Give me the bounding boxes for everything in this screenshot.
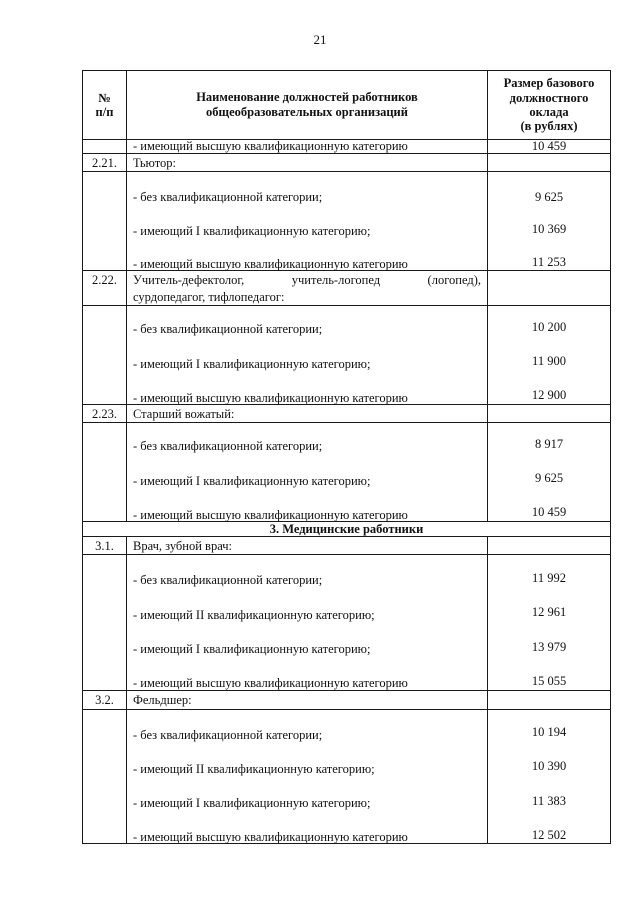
row-number: 2.22.	[83, 271, 127, 306]
line-label: - имеющий I квалификационную категорию;	[133, 224, 371, 239]
row-number: 3.1.	[83, 537, 127, 555]
line-salary: 11 253	[532, 255, 566, 270]
line-salary: 13 979	[531, 640, 567, 655]
section-title: 3. Медицинские работники	[83, 522, 611, 537]
header-number-line: №	[98, 90, 111, 105]
header-salary-line: (в рублях)	[520, 119, 578, 134]
row-title: Тьютор:	[127, 154, 488, 172]
row-title: Фельдшер:	[127, 691, 488, 709]
line-salary: 9 625	[534, 190, 564, 205]
header-name-line: общеобразовательных организаций	[206, 105, 408, 119]
row-number: 3.2.	[83, 691, 127, 709]
table-row	[83, 154, 611, 172]
line-salary: 10 200	[531, 319, 567, 334]
row-number: 2.23.	[83, 404, 127, 422]
title-word: учитель-логопед	[291, 273, 381, 288]
line-label: - имеющий высшую квалификационную категорию	[133, 390, 408, 405]
row-title: Старший вожатый:	[127, 404, 488, 422]
table-row	[83, 555, 611, 691]
line-label: - имеющий высшую квалификационную категорию	[133, 829, 408, 844]
line-label: - имеющий II квалификационную категорию;	[133, 608, 375, 623]
table-row	[83, 709, 611, 843]
row-salary-empty	[488, 691, 611, 709]
line-salary: 8 917	[534, 437, 564, 451]
line-salary: 12 961	[531, 605, 567, 620]
row-label: - имеющий высшую квалификационную категорию	[127, 140, 488, 154]
table-row	[83, 140, 611, 154]
header-name-line: Наименование должностей работников	[196, 90, 418, 104]
section-row	[83, 522, 611, 537]
line-label: - имеющий высшую квалификационную категорию	[133, 257, 408, 272]
header-position-name	[127, 71, 488, 140]
row-number	[83, 172, 127, 271]
table-row	[83, 537, 611, 555]
line-salary: 11 900	[532, 353, 566, 368]
line-label: - без квалификационной категории;	[133, 439, 323, 453]
line-label: - без квалификационной категории;	[133, 573, 323, 588]
row-title-line: сурдопедагог, тифлопедагог:	[133, 289, 285, 304]
row-number	[83, 709, 127, 843]
line-salary: 9 625	[534, 471, 564, 485]
row-values	[488, 555, 611, 691]
header-number	[83, 71, 127, 140]
table-row	[83, 305, 611, 404]
table-row	[83, 423, 611, 522]
table-row	[83, 172, 611, 271]
line-label: - без квалификационной категории;	[133, 190, 323, 205]
row-salary-empty	[488, 154, 611, 172]
table-row	[83, 271, 611, 306]
line-salary: 10 390	[531, 758, 567, 773]
row-values	[488, 709, 611, 843]
line-salary: 12 900	[531, 387, 567, 402]
table-row	[83, 691, 611, 709]
row-title-line	[133, 272, 481, 288]
header-salary-line: Размер базового	[503, 76, 595, 91]
line-salary: 10 369	[531, 222, 567, 237]
row-number	[83, 140, 127, 154]
title-word: Учитель-дефектолог,	[133, 273, 245, 288]
salary-table	[82, 70, 611, 844]
row-values	[488, 172, 611, 271]
row-number: 2.21.	[83, 154, 127, 172]
row-salary-empty	[488, 271, 611, 306]
line-salary: 12 502	[531, 827, 567, 842]
row-salary-empty	[488, 537, 611, 555]
line-label: - имеющий I квалификационную категорию;	[133, 795, 371, 810]
row-values	[488, 305, 611, 404]
row-number	[83, 423, 127, 522]
row-lines	[127, 555, 488, 691]
line-salary: 10 194	[531, 724, 567, 739]
row-values	[488, 423, 611, 522]
row-lines	[127, 423, 488, 522]
row-lines	[127, 709, 488, 843]
row-title	[127, 271, 488, 306]
title-word: (логопед),	[427, 273, 481, 288]
page-number: 21	[313, 32, 327, 47]
header-number-line: п/п	[95, 105, 114, 119]
line-label: - без квалификационной категории;	[133, 321, 323, 336]
header-base-salary	[488, 71, 611, 140]
line-label: - без квалификационной категории;	[133, 727, 323, 742]
row-number	[83, 305, 127, 404]
row-salary: 10 459	[488, 140, 611, 154]
row-title: Врач, зубной врач:	[127, 537, 488, 555]
table-row	[83, 404, 611, 422]
line-label: - имеющий высшую квалификационную категорию	[133, 676, 408, 691]
header-salary-line: должностного	[509, 90, 589, 105]
table-header-row	[83, 71, 611, 140]
line-label: - имеющий I квалификационную категорию;	[133, 642, 371, 657]
row-salary-empty	[488, 404, 611, 422]
line-label: - имеющий высшую квалификационную категорию	[133, 508, 408, 522]
line-label: - имеющий I квалификационную категорию;	[133, 474, 371, 488]
line-label: - имеющий II квалификационную категорию;	[133, 761, 375, 776]
line-label: - имеющий I квалификационную категорию;	[133, 356, 371, 371]
header-salary-line: оклада	[529, 105, 569, 119]
line-salary: 15 055	[531, 674, 567, 689]
line-salary: 11 383	[532, 793, 566, 808]
row-lines	[127, 172, 488, 271]
line-salary: 11 992	[532, 571, 566, 586]
line-salary: 10 459	[531, 505, 567, 519]
row-lines	[127, 305, 488, 404]
row-number	[83, 555, 127, 691]
